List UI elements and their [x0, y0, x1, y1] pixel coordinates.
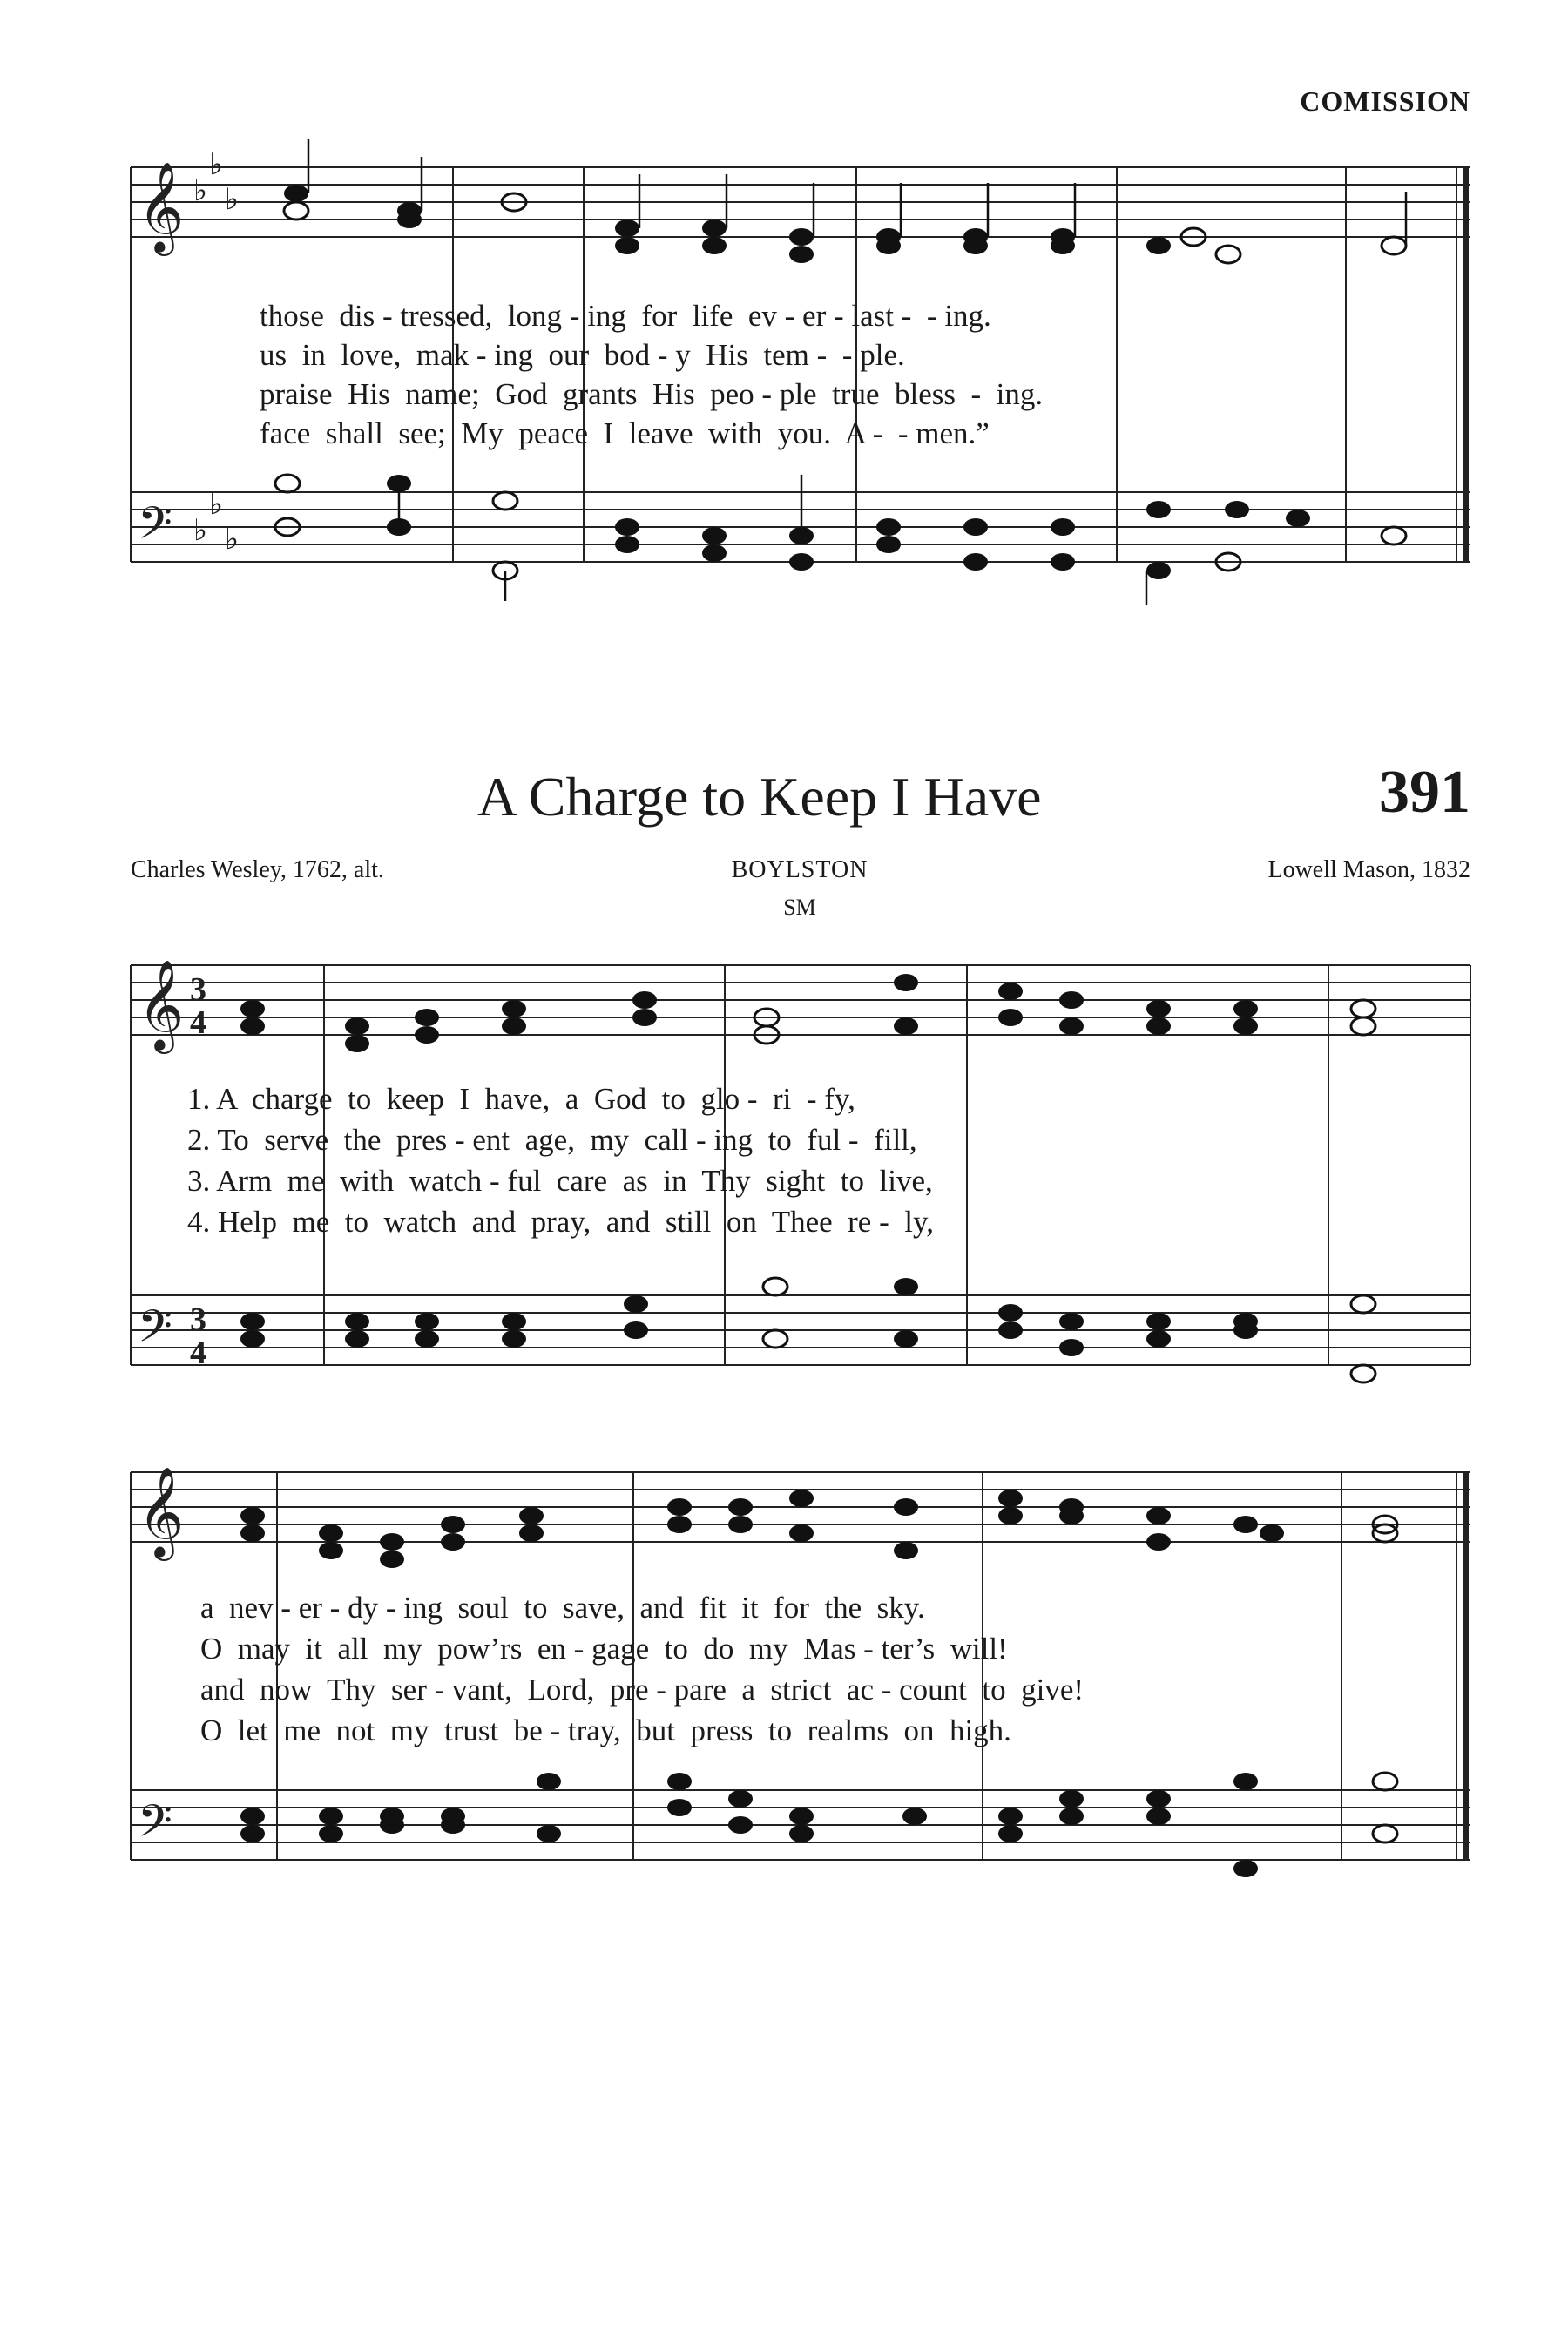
svg-text:4: 4: [190, 1004, 206, 1041]
svg-text:♭: ♭: [225, 522, 240, 557]
text-credit: Charles Wesley, 1762, alt.: [131, 856, 384, 883]
bass-clef-icon: 𝄢: [138, 497, 172, 560]
svg-text:♭: ♭: [193, 513, 208, 548]
svg-text:3: 3: [190, 1301, 206, 1338]
top-lyric-line-4: face shall see; My peace I leave with you. A - - men.”: [260, 416, 990, 450]
verse-line-4: 4. Help me to watch and pray, and still on Thee re - ly,: [187, 1205, 934, 1239]
hymn-title: A Charge to Keep I Have: [477, 766, 1042, 828]
system1-bass-staff: [131, 1295, 1470, 1365]
svg-text:♭: ♭: [209, 487, 224, 522]
verse-line-2-cont: O may it all my pow’rs en - gage to do my Mas - ter’s will!: [200, 1632, 1008, 1666]
svg-text:3: 3: [190, 971, 206, 1008]
svg-text:4: 4: [190, 1335, 206, 1371]
svg-text:♭: ♭: [193, 173, 208, 208]
top-treble-staff: [131, 167, 1470, 237]
treble-clef-icon: 𝄞: [138, 161, 185, 253]
svg-text:♭: ♭: [209, 147, 224, 182]
top-lyric-line-3: praise His name; God grants His peo - ple true bless - ing.: [260, 377, 1044, 411]
verse-line-3: 3. Arm me with watch - ful care as in Thy sight to live,: [187, 1164, 933, 1198]
bass-clef-icon: 𝄢: [138, 1300, 172, 1363]
verse-line-4-cont: O let me not my trust be - tray, but press to realms on high.: [200, 1713, 1011, 1747]
top-lyric-line-2: us in love, mak - ing our bod - y His tem - - ple.: [260, 338, 905, 372]
hymn-number: 391: [1379, 759, 1470, 826]
treble-clef-icon: 𝄞: [138, 959, 185, 1051]
treble-clef-icon: 𝄞: [138, 1466, 185, 1558]
top-lyric-line-1: those dis - tressed, long - ing for life ev - er - last - - ing.: [260, 299, 991, 333]
bass-clef-icon: 𝄢: [138, 1794, 172, 1858]
verse-line-2: 2. To serve the pres - ent age, my call - ing to ful - fill,: [187, 1123, 917, 1157]
verse-line-1-cont: a nev - er - dy - ing soul to save, and fit it for the sky.: [200, 1591, 925, 1625]
tune-name: BOYLSTON: [731, 856, 868, 883]
system2-bass-staff: [131, 1790, 1470, 1860]
verse-line-3-cont: and now Thy ser - vant, Lord, pre - pare a strict ac - count to give!: [200, 1673, 1085, 1707]
svg-text:♭: ♭: [225, 182, 240, 217]
verse-line-1: 1. A charge to keep I have, a God to glo - ri - fy,: [187, 1082, 855, 1116]
music-credit: Lowell Mason, 1832: [1267, 856, 1470, 883]
section-heading: COMISSION: [1300, 85, 1470, 117]
meter: SM: [783, 895, 816, 920]
system1-treble-staff: [131, 965, 1470, 1035]
